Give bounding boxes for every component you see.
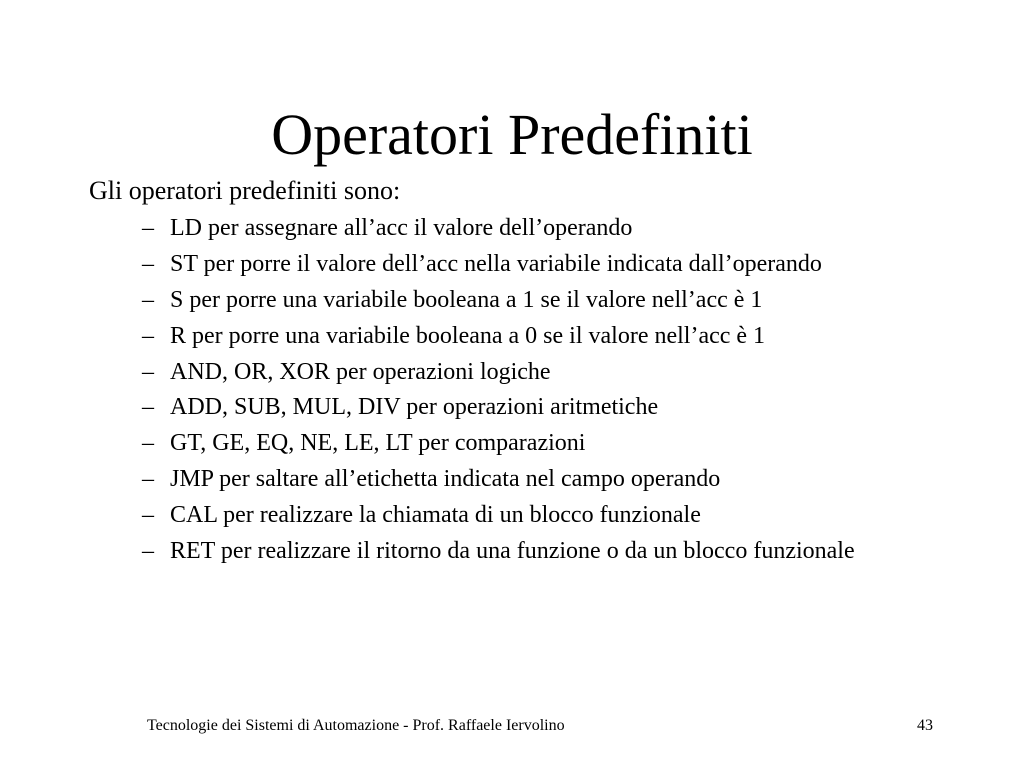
bullet-dash: – — [142, 322, 154, 349]
list-item — [142, 537, 942, 566]
footer-text: Tecnologie dei Sistemi di Automazione - Prof. Raffaele Iervolino — [147, 717, 565, 734]
list-item — [142, 429, 942, 458]
list-item-text: LD per assegnare all’acc il valore dell’operando — [170, 215, 633, 241]
list-item — [142, 358, 942, 387]
list-item — [142, 214, 942, 243]
page-number: 43 — [917, 717, 933, 734]
bullet-dash: – — [142, 215, 154, 241]
list-item — [142, 250, 942, 279]
list-item-text: R per porre una variabile booleana a 0 se il valore nell’acc è 1 — [170, 322, 766, 349]
list-item-text: RET per realizzare il ritorno da una funzione o da un blocco funzionale — [170, 538, 855, 565]
bullet-dash: – — [142, 286, 154, 313]
intro-text: Gli operatori predefiniti sono: — [89, 176, 401, 205]
list-item-text: GT, GE, EQ, NE, LE, LT per comparazioni — [170, 430, 586, 457]
list-item-text: AND, OR, XOR per operazioni logiche — [170, 358, 551, 385]
list-item — [142, 465, 942, 494]
list-item-text: S per porre una variabile booleana a 1 se il valore nell’acc è 1 — [170, 286, 763, 313]
list-item-text: ST per porre il valore dell’acc nella variabile indicata dall’operando — [170, 250, 822, 277]
bullet-dash: – — [142, 466, 154, 493]
bullet-dash: – — [142, 430, 154, 457]
bullet-dash: – — [142, 358, 154, 385]
list-item-text: CAL per realizzare la chiamata di un blocco funzionale — [170, 502, 701, 529]
bullet-dash: – — [142, 538, 154, 565]
operator-list — [142, 214, 942, 573]
list-item-text: ADD, SUB, MUL, DIV per operazioni aritmetiche — [170, 394, 659, 421]
bullet-dash: – — [142, 502, 154, 529]
list-item — [142, 286, 942, 315]
list-item — [142, 322, 942, 351]
list-item — [142, 501, 942, 530]
bullet-dash: – — [142, 394, 154, 421]
slide-title: Operatori Predefiniti — [271, 102, 753, 167]
bullet-dash: – — [142, 250, 154, 277]
list-item — [142, 393, 942, 422]
list-item-text: JMP per saltare all’etichetta indicata nel campo operando — [170, 466, 721, 493]
